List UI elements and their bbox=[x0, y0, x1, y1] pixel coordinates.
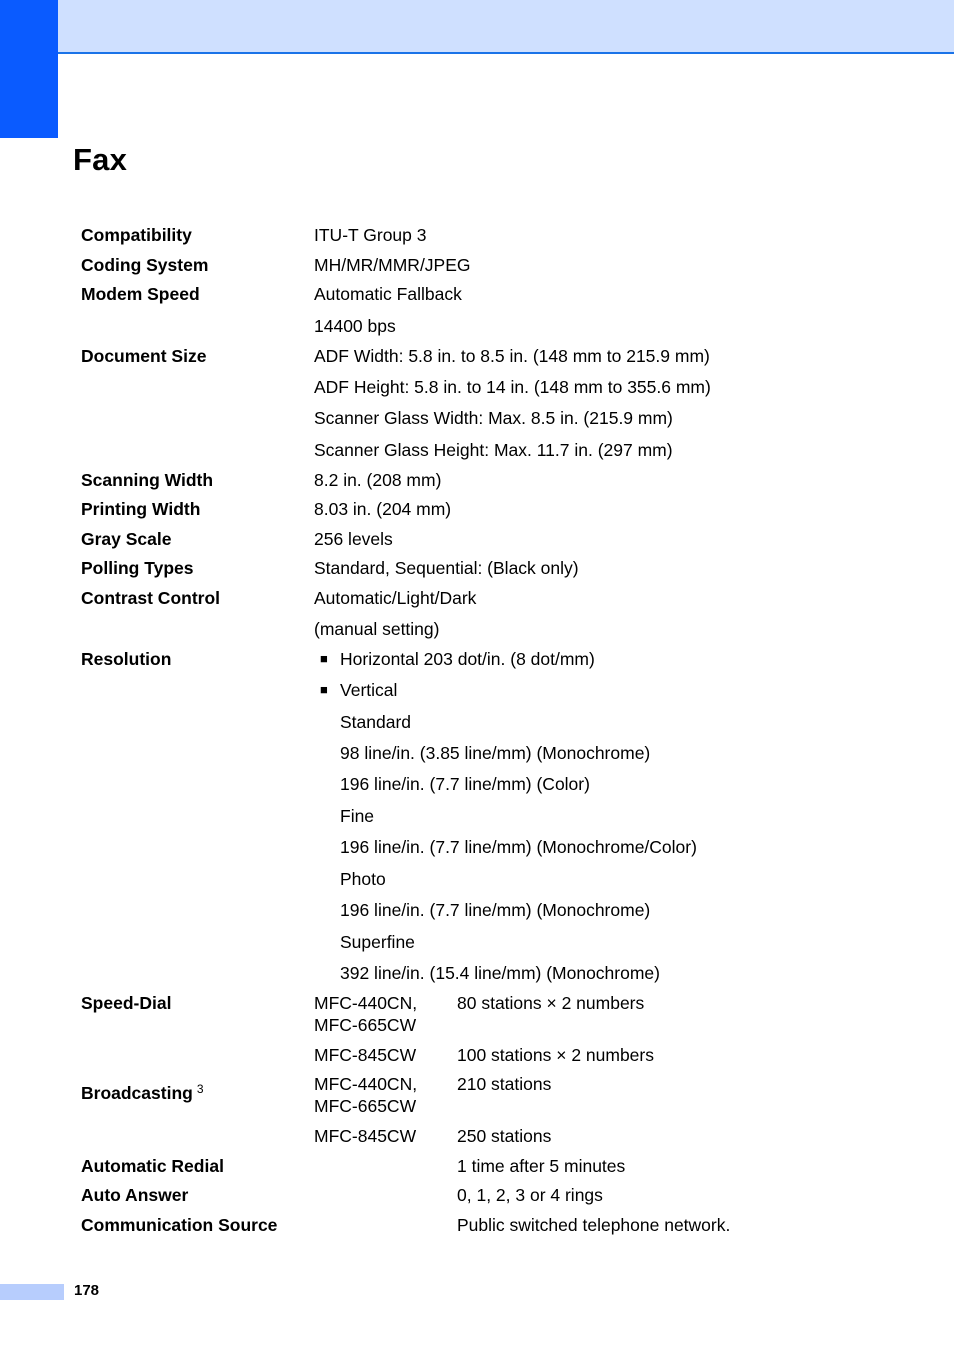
spec-value: Standard bbox=[340, 712, 412, 732]
model-names: MFC-440CN, MFC-665CW bbox=[314, 1074, 418, 1116]
spec-label: Broadcasting bbox=[81, 1083, 193, 1103]
spec-row-contrast-control bbox=[0, 587, 954, 615]
resolution-line bbox=[0, 773, 954, 801]
resolution-line bbox=[0, 836, 954, 864]
spec-label: Auto Answer bbox=[81, 1185, 189, 1205]
square-bullet-icon: ■ bbox=[320, 651, 328, 666]
spec-value: Standard, Sequential: (Black only) bbox=[314, 558, 579, 578]
spec-row-speed-dial-cont bbox=[0, 1044, 954, 1072]
spec-row-coding-system bbox=[0, 254, 954, 282]
spec-row-document-size-cont bbox=[0, 376, 954, 404]
spec-row-contrast-control-cont bbox=[0, 618, 954, 646]
resolution-line bbox=[0, 711, 954, 739]
spec-row-speed-dial bbox=[0, 992, 954, 1042]
spec-row-auto-answer bbox=[0, 1184, 954, 1212]
resolution-line bbox=[0, 899, 954, 927]
spec-row-communication-source bbox=[0, 1214, 954, 1242]
spec-row-modem-speed-cont bbox=[0, 315, 954, 343]
spec-label: Contrast Control bbox=[81, 588, 221, 608]
spec-value: 196 line/in. (7.7 line/mm) (Color) bbox=[340, 774, 590, 794]
model-names: MFC-845CW bbox=[314, 1045, 417, 1065]
spec-value: ADF Height: 5.8 in. to 14 in. (148 mm to 355.6 mm) bbox=[314, 377, 711, 397]
spec-label: Speed-Dial bbox=[81, 993, 172, 1013]
spec-value: Photo bbox=[340, 869, 386, 889]
spec-row-polling-types bbox=[0, 557, 954, 585]
model-names: MFC-440CN, MFC-665CW bbox=[314, 993, 418, 1035]
spec-value: 250 stations bbox=[457, 1126, 552, 1146]
spec-label: Gray Scale bbox=[81, 529, 172, 549]
spec-value: (manual setting) bbox=[314, 619, 440, 639]
spec-label: Communication Source bbox=[81, 1215, 278, 1235]
model-names: MFC-845CW bbox=[314, 1126, 417, 1146]
footer-band bbox=[0, 1284, 64, 1300]
spec-value: 1 time after 5 minutes bbox=[457, 1156, 626, 1176]
spec-row-modem-speed bbox=[0, 283, 954, 311]
resolution-line bbox=[0, 868, 954, 896]
resolution-line bbox=[0, 742, 954, 770]
resolution-line bbox=[0, 962, 954, 990]
spec-value: 80 stations × 2 numbers bbox=[457, 993, 645, 1013]
spec-label: Compatibility bbox=[81, 225, 192, 245]
spec-label: Automatic Redial bbox=[81, 1156, 224, 1176]
spec-value: ITU-T Group 3 bbox=[314, 225, 427, 245]
spec-row-broadcasting bbox=[0, 1073, 954, 1123]
spec-row-broadcasting-cont bbox=[0, 1125, 954, 1153]
spec-label: Resolution bbox=[81, 649, 172, 669]
spec-value: Scanner Glass Height: Max. 11.7 in. (297 mm) bbox=[314, 440, 673, 460]
spec-value: 196 line/in. (7.7 line/mm) (Monochrome/Color) bbox=[340, 837, 697, 857]
spec-row-document-size-cont bbox=[0, 439, 954, 467]
spec-value: Fine bbox=[340, 806, 375, 826]
spec-value: 0, 1, 2, 3 or 4 rings bbox=[457, 1185, 603, 1205]
spec-label: Modem Speed bbox=[81, 284, 200, 304]
spec-value: Scanner Glass Width: Max. 8.5 in. (215.9 mm) bbox=[314, 408, 673, 428]
spec-row-document-size-cont bbox=[0, 407, 954, 435]
footnote-ref: 3 bbox=[196, 1082, 204, 1096]
spec-value: 8.2 in. (208 mm) bbox=[314, 470, 442, 490]
spec-row-printing-width bbox=[0, 498, 954, 526]
spec-value: 98 line/in. (3.85 line/mm) (Monochrome) bbox=[340, 743, 651, 763]
spec-value: Superfine bbox=[340, 932, 415, 952]
resolution-line bbox=[0, 805, 954, 833]
chapter-tab bbox=[0, 0, 58, 138]
spec-row-resolution bbox=[0, 648, 954, 676]
spec-row-document-size bbox=[0, 345, 954, 373]
square-bullet-icon: ■ bbox=[320, 682, 328, 697]
header-band bbox=[58, 0, 954, 54]
spec-value: 196 line/in. (7.7 line/mm) (Monochrome) bbox=[340, 900, 651, 920]
spec-value: Automatic Fallback bbox=[314, 284, 462, 304]
spec-label: Scanning Width bbox=[81, 470, 214, 490]
spec-label-wrap bbox=[81, 1078, 204, 1104]
spec-value: 14400 bps bbox=[314, 316, 396, 336]
spec-value: 210 stations bbox=[457, 1074, 552, 1094]
spec-value: 256 levels bbox=[314, 529, 393, 549]
spec-value: ADF Width: 5.8 in. to 8.5 in. (148 mm to 215.9 mm) bbox=[314, 346, 710, 366]
spec-value: Vertical bbox=[340, 680, 398, 700]
spec-value: 8.03 in. (204 mm) bbox=[314, 499, 452, 519]
spec-row-scanning-width bbox=[0, 469, 954, 497]
spec-row-automatic-redial bbox=[0, 1155, 954, 1183]
spec-row-resolution-vertical bbox=[0, 679, 954, 707]
spec-value: Public switched telephone network. bbox=[457, 1215, 731, 1235]
spec-label: Printing Width bbox=[81, 499, 201, 519]
spec-value: Automatic/Light/Dark bbox=[314, 588, 477, 608]
spec-value: MH/MR/MMR/JPEG bbox=[314, 255, 471, 275]
page-number: 178 bbox=[74, 1282, 100, 1299]
spec-label: Coding System bbox=[81, 255, 209, 275]
spec-value: 100 stations × 2 numbers bbox=[457, 1045, 654, 1065]
spec-label: Document Size bbox=[81, 346, 207, 366]
spec-value: Horizontal 203 dot/in. (8 dot/mm) bbox=[340, 649, 595, 669]
resolution-line bbox=[0, 931, 954, 959]
spec-row-compatibility bbox=[0, 224, 954, 252]
page-title: Fax bbox=[73, 142, 128, 177]
spec-row-gray-scale bbox=[0, 528, 954, 556]
spec-label: Polling Types bbox=[81, 558, 194, 578]
spec-value: 392 line/in. (15.4 line/mm) (Monochrome) bbox=[340, 963, 660, 983]
